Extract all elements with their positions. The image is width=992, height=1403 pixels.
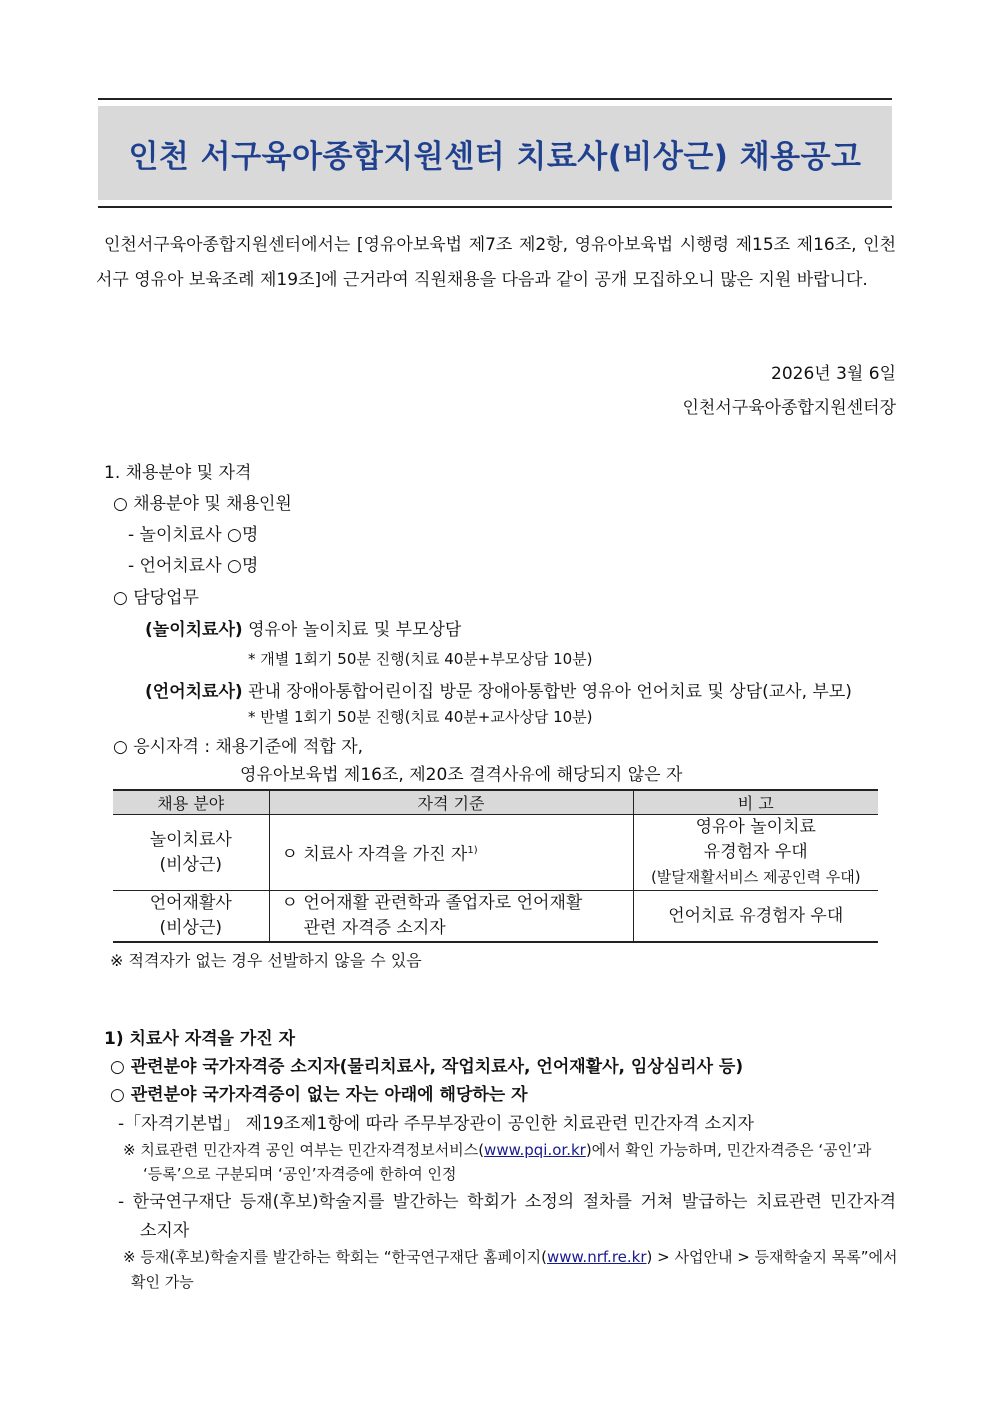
note-text: )에서 확인 가능하며, 민간자격증은 ‘공인’과 — [585, 1141, 872, 1159]
table-cell-field — [113, 815, 269, 891]
table-row — [113, 815, 878, 891]
duty-play — [145, 615, 461, 640]
note-text: 언어치료 유경험자 우대 — [668, 905, 844, 926]
nrf-link[interactable]: www.nrf.re.kr — [547, 1248, 647, 1266]
field-name: 놀이치료사 — [149, 829, 232, 850]
table-cell-criteria — [269, 891, 633, 943]
duty-role: (놀이치료사) — [145, 620, 243, 640]
note-text: ※ 등재(후보)학술지를 발간하는 학회는 “한국연구재단 홈페이지( — [123, 1248, 547, 1266]
issuer: 인천서구육아종합지원센터장 — [682, 398, 896, 418]
duty-note: * 개별 1회기 50분 진행(치료 40분+부모상담 10분) — [248, 650, 593, 668]
table-cell-field — [113, 891, 269, 943]
recruit-item-play: - 놀이치료사 ○명 — [128, 525, 259, 545]
duty-role: (언어치료사) — [145, 682, 243, 702]
field-type: (비상근) — [159, 854, 223, 875]
note-text: 영유아 놀이치료 — [695, 817, 816, 837]
announcement-date: 2026년 3월 6일 — [771, 364, 896, 384]
duty-speech — [145, 677, 852, 702]
field-name: 언어재활사 — [149, 893, 232, 913]
table-cell-note — [633, 815, 878, 891]
table-cell-criteria — [269, 815, 633, 891]
criteria-text: 관련 자격증 소지자 — [303, 918, 446, 938]
footnote-line: ○ 관련분야 국가자격증 소지자(물리치료사, 작업치료사, 언어재활사, 임상심리사 등) — [110, 1057, 744, 1077]
recruit-heading: ○ 채용분야 및 채용인원 — [113, 494, 292, 514]
footnote-note-cont: 확인 가능 — [131, 1273, 194, 1291]
eligibility-line: 영유아보육법 제16조, 제20조 결격사유에 해당되지 않은 자 — [240, 765, 683, 785]
table-header: 자격 기준 — [269, 790, 633, 815]
table-header-row — [113, 790, 878, 815]
footnote-item: -「자격기본법」 제19조제1항에 따라 주무부장관이 공인한 치료관련 민간자격 소지자 — [118, 1114, 754, 1134]
note-text: ※ 치료관련 민간자격 공인 여부는 민간자격정보서비스( — [123, 1141, 485, 1159]
table-header: 비 고 — [633, 790, 878, 815]
table-header: 채용 분야 — [113, 790, 269, 815]
intro-paragraph: 인천서구육아종합지원센터에서는 [영유아보육법 제7조 제2항, 영유아보육법 시행령 제15조 제16조, 인천서구 영유아 보육조례 제19조]에 근거라여 직원채용을 다음과 같이 공개 모집하오니 많은 지원 바랍니다. — [96, 235, 896, 290]
duty-note: * 반별 1회기 50분 진행(치료 40분+교사상담 10분) — [248, 708, 593, 726]
table-cell-note — [633, 891, 878, 943]
note-text: ) > 사업안내 > 등재학술지 목록”에서 — [646, 1248, 898, 1266]
note-text: (발달재활서비스 제공인력 우대) — [650, 868, 861, 886]
title-banner — [98, 98, 892, 208]
duty-desc: 영유아 놀이치료 및 부모상담 — [248, 620, 462, 640]
table-note: ※ 적격자가 없는 경우 선발하지 않을 수 있음 — [110, 951, 422, 970]
note-text: 유경험자 우대 — [703, 842, 808, 862]
criteria-text: ㅇ 언어재활 관련학과 졸업자로 언어재활 — [281, 893, 583, 913]
footnote-note — [123, 1246, 898, 1267]
section-heading: 1. 채용분야 및 자격 — [104, 463, 252, 483]
field-type: (비상근) — [159, 918, 223, 938]
footnote-note — [123, 1139, 871, 1160]
footnote-item-cont: 소지자 — [140, 1221, 190, 1241]
recruit-item-speech: - 언어치료사 ○명 — [128, 556, 259, 576]
title-background — [98, 106, 892, 200]
footnote-marker: 1) — [467, 844, 478, 856]
footnote-line: ○ 관련분야 국가자격증이 없는 자는 아래에 해당하는 자 — [110, 1085, 528, 1105]
duty-heading: ○ 담당업무 — [113, 588, 199, 608]
footnote-note-cont: ‘등록’으로 구분되며 ‘공인’자격증에 한하여 인정 — [143, 1165, 457, 1183]
pqi-link[interactable]: www.pqi.or.kr — [484, 1141, 586, 1159]
page-title: 인천 서구육아종합지원센터 치료사(비상근) 채용공고 — [128, 138, 862, 175]
footnote-item: - 한국연구재단 등재(후보)학술지를 발간하는 학회가 소정의 절차를 거쳐 발급하는 치료관련 민간자격 — [118, 1192, 896, 1212]
criteria-text: ㅇ 치료사 자격을 가진 자 — [281, 844, 468, 865]
eligibility-line: ○ 응시자격 : 채용기준에 적합 자, — [113, 737, 364, 757]
footnote-heading: 1) 치료사 자격을 가진 자 — [104, 1029, 296, 1049]
duty-desc: 관내 장애아통합어린이집 방문 장애아통합반 영유아 언어치료 및 상담(교사, 부모) — [248, 682, 852, 702]
table-row — [113, 891, 878, 943]
qualification-table — [113, 789, 878, 943]
